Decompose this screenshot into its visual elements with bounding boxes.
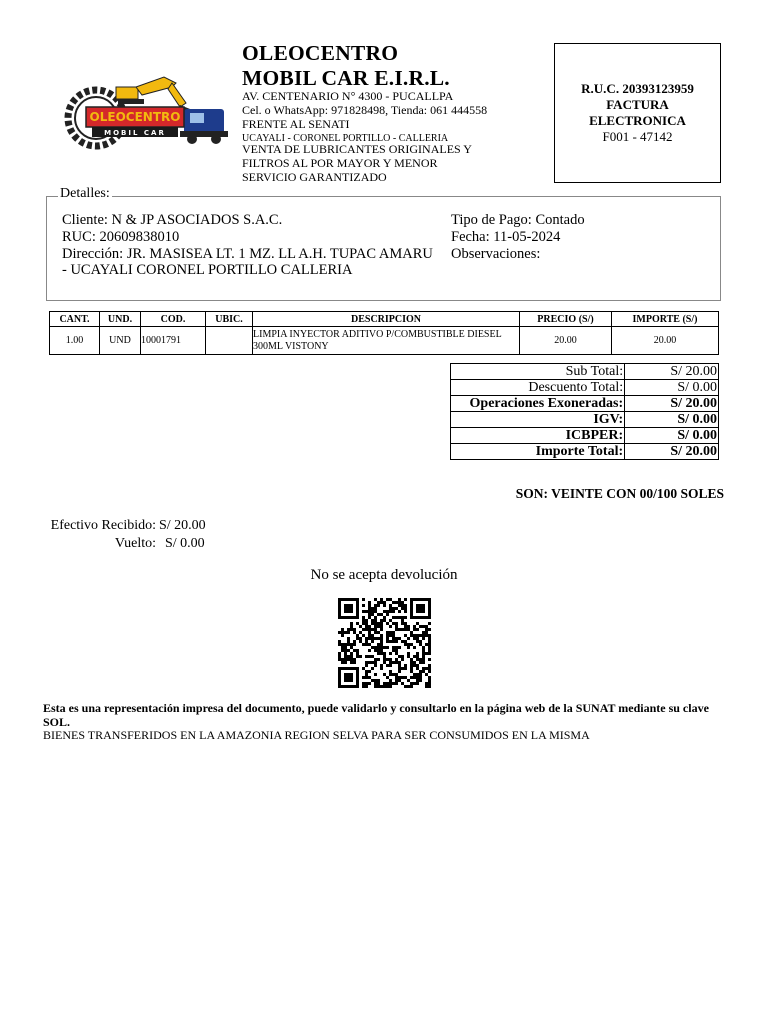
discount-value: S/ 0.00 xyxy=(625,380,719,396)
qr-code xyxy=(338,598,431,693)
footer xyxy=(43,702,733,743)
invoice-type-1: FACTURA xyxy=(606,97,669,112)
company-name-line1: OLEOCENTRO xyxy=(242,41,399,65)
items-table xyxy=(49,311,719,355)
exonerated-row xyxy=(451,396,719,412)
payment-type: Tipo de Pago: Contado xyxy=(451,212,585,228)
cash-label: Efectivo Recibido: xyxy=(50,518,156,533)
total-label: Importe Total: xyxy=(451,444,625,460)
icbper-row xyxy=(451,428,719,444)
invoice-ruc-box xyxy=(554,43,721,183)
icbper-value: S/ 0.00 xyxy=(625,428,719,444)
items-header-row xyxy=(50,312,719,327)
subtotal-value: S/ 20.00 xyxy=(625,364,719,380)
item-unit: UND xyxy=(100,327,141,355)
company-logo xyxy=(64,73,232,155)
item-amount: 20.00 xyxy=(612,327,719,355)
change-value: S/ 0.00 xyxy=(165,536,205,551)
discount-label: Descuento Total: xyxy=(451,380,625,396)
subtotal-row xyxy=(451,364,719,380)
invoice-date: Fecha: 11-05-2024 xyxy=(451,229,561,245)
details-legend: Detalles: xyxy=(60,186,110,201)
company-slogan-3: SERVICIO GARANTIZADO xyxy=(242,170,387,184)
total-value: S/ 20.00 xyxy=(625,444,719,460)
observations: Observaciones: xyxy=(451,246,541,262)
exonerated-label: Operaciones Exoneradas: xyxy=(451,396,625,412)
company-phone: Cel. o WhatsApp: 971828498, Tienda: 061 444558 xyxy=(242,103,488,117)
company-landmark: FRENTE AL SENATI xyxy=(242,117,350,131)
logo-text: OLEOCENTRO xyxy=(89,110,181,124)
item-location xyxy=(206,327,253,355)
icbper-label: ICBPER: xyxy=(451,428,625,444)
company-slogan-2: FILTROS AL POR MAYOR Y MENOR xyxy=(242,156,438,170)
total-row xyxy=(451,444,719,460)
col-code: COD. xyxy=(141,312,206,327)
invoice-type-2: ELECTRONICA xyxy=(589,113,686,128)
item-code: 10001791 xyxy=(141,327,206,355)
company-slogan-1: VENTA DE LUBRICANTES ORIGINALES Y xyxy=(242,142,472,156)
col-price: PRECIO (S/) xyxy=(520,312,612,327)
col-unit: UND. xyxy=(100,312,141,327)
invoice-number: F001 - 47142 xyxy=(602,129,673,144)
legal-notice: Esta es una representación impresa del documento, puede validarlo y consultarlo en la página web de la SUNAT mediante su clave SOL. xyxy=(43,701,709,729)
table-row xyxy=(50,327,719,355)
company-district: UCAYALI - CORONEL PORTILLO - CALLERIA xyxy=(242,133,449,144)
company-name xyxy=(242,41,450,91)
client-name: Cliente: N & JP ASOCIADOS S.A.C. xyxy=(62,212,283,228)
item-description: LIMPIA INYECTOR ADITIVO P/COMBUSTIBLE DIESEL 300ML VISTONY xyxy=(253,327,520,355)
igv-row xyxy=(451,412,719,428)
excavator-truck-logo-icon xyxy=(64,73,232,155)
discount-row xyxy=(451,380,719,396)
client-address-1: Dirección: JR. MASISEA LT. 1 MZ. LL A.H. TUPAC AMARU xyxy=(62,246,433,262)
amount-in-words: SON: VEINTE CON 00/100 SOLES xyxy=(515,486,724,501)
invoice-ruc: R.U.C. 20393123959 xyxy=(581,81,694,96)
no-return-notice: No se acepta devolución xyxy=(310,567,458,583)
totals-table xyxy=(450,363,719,460)
company-name-line2: MOBIL CAR E.I.R.L. xyxy=(242,66,450,90)
qr-code-icon xyxy=(338,598,431,688)
item-price: 20.00 xyxy=(520,327,612,355)
col-description: DESCRIPCION xyxy=(253,312,520,327)
change-label: Vuelto: xyxy=(114,536,156,551)
amazonia-notice: BIENES TRANSFERIDOS EN LA AMAZONIA REGION SELVA PARA SER CONSUMIDOS EN LA MISMA xyxy=(43,728,590,742)
client-address-2: - UCAYALI CORONEL PORTILLO CALLERIA xyxy=(62,262,353,278)
igv-label: IGV: xyxy=(451,412,625,428)
subtotal-label: Sub Total: xyxy=(451,364,625,380)
client-ruc: RUC: 20609838010 xyxy=(62,229,180,245)
igv-value: S/ 0.00 xyxy=(625,412,719,428)
logo-subtext: MOBIL CAR xyxy=(104,129,166,137)
exonerated-value: S/ 20.00 xyxy=(625,396,719,412)
col-location: UBIC. xyxy=(206,312,253,327)
company-address: AV. CENTENARIO N° 4300 - PUCALLPA xyxy=(242,89,454,103)
item-qty: 1.00 xyxy=(50,327,100,355)
col-amount: IMPORTE (S/) xyxy=(612,312,719,327)
cash-value: S/ 20.00 xyxy=(159,518,206,533)
col-qty: CANT. xyxy=(50,312,100,327)
